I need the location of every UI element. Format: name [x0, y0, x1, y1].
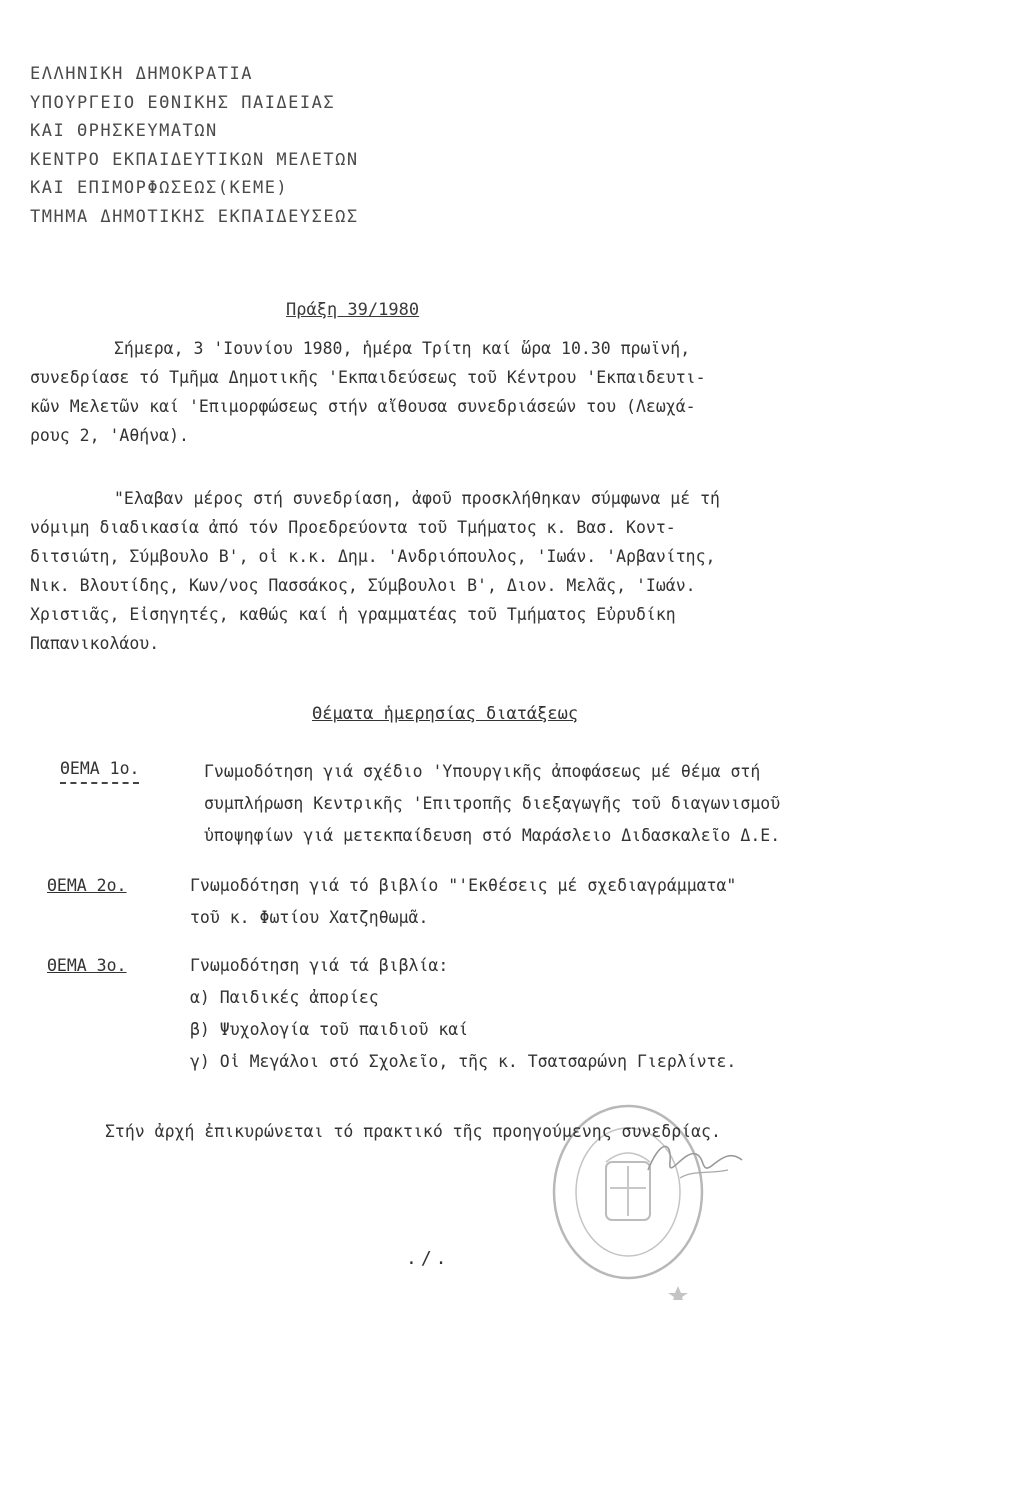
agenda-heading: Θέματα ἡμερησίας διατάξεως: [312, 704, 579, 724]
document-title: Πράξη 39/1980: [286, 300, 420, 320]
letterhead-line: ΚΕΝΤΡΟ ΕΚΠΑΙΔΕΥΤΙΚΩΝ ΜΕΛΕΤΩΝ: [30, 149, 359, 170]
agenda-item-label: ΘΕΜΑ 2ο.: [47, 876, 127, 895]
agenda-item-label: ΘΕΜΑ 3ο.: [47, 956, 127, 975]
agenda-item-label: ΘΕΜΑ 1ο.: [60, 756, 139, 784]
letterhead-line: ΤΜΗΜΑ ΔΗΜΟΤΙΚΗΣ ΕΚΠΑΙΔΕΥΣΕΩΣ: [30, 206, 359, 227]
closing-statement: Στήν ἀρχή ἐπικυρώνεται τό πρακτικό τῆς προηγούμενης συνεδρίας.: [105, 1122, 721, 1141]
text-line: Σήμερα, 3 'Ιουνίου 1980, ἡμέρα Τρίτη καί ὥρα 10.30 πρωϊνή,: [114, 339, 691, 358]
text-line: νόμιμη διαδικασία ἀπό τόν Προεδρεύοντα τοῦ Τμήματος κ. Βασ. Κοντ-: [30, 518, 676, 537]
letterhead-line: ΚΑΙ ΘΡΗΣΚΕΥΜΑΤΩΝ: [30, 121, 218, 142]
text-line: ὑποψηφίων γιά μετεκπαίδευση στό Μαράσλειο Διδασκαλεῖο Δ.Ε.: [204, 826, 781, 845]
agenda-item-body: [190, 870, 990, 934]
letterhead-line: ΚΑΙ ΕΠΙΜΟΡΦΩΣΕΩΣ(ΚΕΜΕ): [30, 178, 289, 199]
letterhead-line: ΥΠΟΥΡΓΕΙΟ ΕΘΝΙΚΗΣ ΠΑΙΔΕΙΑΣ: [30, 92, 336, 113]
text-line: τοῦ κ. Φωτίου Χατζηθωμᾶ.: [190, 908, 429, 927]
text-line: γ) Οἱ Μεγάλοι στό Σχολεῖο, τῆς κ. Τσατσαρώνη Γιερλίντε.: [190, 1052, 737, 1071]
agenda-item: [60, 756, 1000, 866]
paragraph-session: [30, 334, 990, 450]
text-line: διτσιώτη, Σύμβουλο Β', οἱ κ.κ. Δημ. 'Ανδριόπουλος, 'Ιωάν. 'Αρβανίτης,: [30, 547, 716, 566]
text-line: "Ελαβαν μέρος στή συνεδρίαση, ἀφοῦ προσκλήθηκαν σύμφωνα μέ τή: [114, 489, 720, 508]
text-line: Γνωμοδότηση γιά τά βιβλία:: [190, 956, 449, 975]
text-line: Παπανικολάου.: [30, 634, 160, 653]
text-line: Νικ. Βλουτίδης, Κων/νος Πασσάκος, Σύμβουλοι Β', Διον. Μελᾶς, 'Ιωάν.: [30, 576, 696, 595]
paragraph-attendees: [30, 484, 990, 658]
text-line: Χριστιᾶς, Εἰσηγητές, καθώς καί ἡ γραμματέας τοῦ Τμήματος Εὐρυδίκη: [30, 605, 676, 624]
text-line: κῶν Μελετῶν καί 'Επιμορφώσεως στήν αἴθουσα συνεδριάσεών του (Λεωχά-: [30, 397, 696, 416]
page-continuation-mark: ./.: [406, 1248, 451, 1269]
agenda-item: [47, 870, 997, 940]
agenda-item: [47, 950, 997, 1090]
text-line: α) Παιδικές ἀπορίες: [190, 988, 379, 1007]
text-line: ρους 2, 'Αθήνα).: [30, 426, 189, 445]
text-line: Γνωμοδότηση γιά τό βιβλίο "'Εκθέσεις μέ σχεδιαγράμματα": [190, 876, 737, 895]
text-line: συμπλήρωση Κεντρικῆς 'Επιτροπῆς διεξαγωγῆς τοῦ διαγωνισμοῦ: [204, 794, 781, 813]
agenda-item-body: [204, 756, 1004, 852]
letterhead: [30, 60, 530, 232]
text-line: συνεδρίασε τό Τμῆμα Δημοτικῆς 'Εκπαιδεύσεως τοῦ Κέντρου 'Εκπαιδευτι-: [30, 368, 706, 387]
agenda-item-body: [190, 950, 990, 1078]
letterhead-line: ΕΛΛΗΝΙΚΗ ΔΗΜΟΚΡΑΤΙΑ: [30, 64, 253, 84]
text-line: β) Ψυχολογία τοῦ παιδιοῦ καί: [190, 1020, 469, 1039]
text-line: Γνωμοδότηση γιά σχέδιο 'Υπουργικῆς ἀποφάσεως μέ θέμα στή: [204, 762, 761, 781]
